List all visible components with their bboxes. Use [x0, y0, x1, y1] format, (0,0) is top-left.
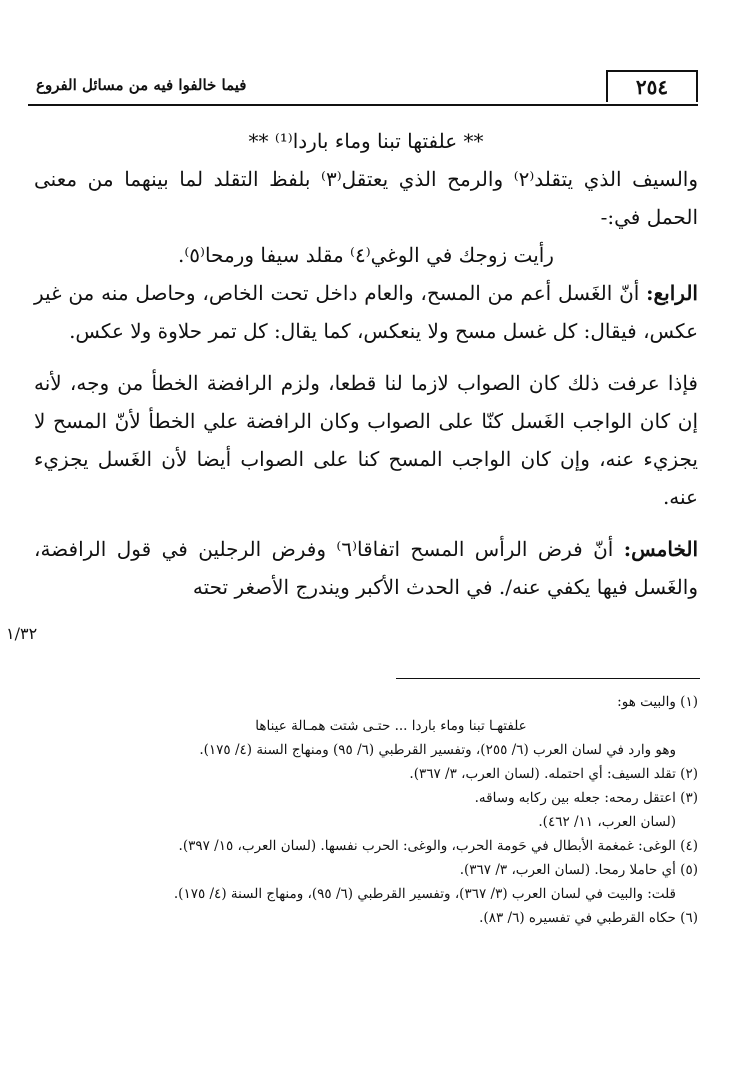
footnote-1-intro: (١) والبيت هو:	[617, 694, 698, 710]
footnote-5-note: قلت: والبيت في لسان العرب (٣/ ٣٦٧)، وتفسير القرطبي (٦/ ٩٥)، ومنهاج السنة (٤/ ١٧٥).	[173, 886, 676, 902]
footnote-4: (٤) الوغى: غمغمة الأبطال في حَومة الحرب، والوغى: الحرب نفسها. (لسان العرب، ١٥/ ٣٩٧).	[178, 838, 698, 854]
paragraph-3: فإذا عرفت ذلك كان الصواب لازما لنا قطعا، ولزم الرافضة الخطأ من وجه، لأنه إن كان الواجب الغَسل كنّا على الصواب وكان الرافضة علي الخطأ لأنّ المسح لا يجزيء عنه، وإن كان الواجب المسح كنا على الصواب أيضا لأن الغَسل يجزيء عنه.	[34, 371, 699, 509]
main-text	[34, 122, 698, 606]
page-number: ٢٥٤	[606, 70, 698, 102]
footnote-1-source: وهو وارد في لسان العرب (٦/ ٢٥٥)، وتفسير القرطبي (٦/ ٩٥) ومنهاج السنة (٤/ ١٧٥).	[199, 742, 676, 758]
footnote-1-verse: علفتهـا تبنا وماء باردا ... حتـى شتت همـالة عيناها	[255, 718, 527, 734]
paragraph-4	[34, 530, 698, 606]
running-title: فيما خالفوا فيه من مسائل الفروع	[36, 76, 247, 94]
footnote-3-source: (لسان العرب، ١١/ ٤٦٢).	[538, 814, 676, 830]
paragraph-1: والسيف الذي يتقلد⁽٢⁾ والرمح الذي يعتقل⁽٣⁾ بلفظ التقلد لما بينهما من معنى الحمل في:-	[34, 167, 699, 229]
footnotes	[44, 690, 698, 930]
footnote-rule	[396, 678, 700, 679]
verse-line-2: رأيت زوجك في الوغي⁽٤⁾ مقلد سيفا ورمحا⁽٥⁾.	[178, 243, 554, 267]
header-rule	[28, 104, 698, 106]
paragraph-2-lead: الرابع:	[646, 281, 698, 305]
manuscript-folio-note: ١/٣٢	[6, 624, 38, 643]
paragraph-2-text: أنّ الغَسل أعم من المسح، والعام داخل تحت الخاص، وحاصل منه من غير عكس، فيقال: كل غسل مسح ولا ينعكس، كما يقال: كل تمر حلاوة ولا عكس.	[34, 281, 698, 343]
verse-line-1: ** علفتها تبنا وماء باردا⁽¹⁾ **	[248, 129, 484, 153]
footnote-6: (٦) حكاه القرطبي في تفسيره (٦/ ٨٣).	[479, 910, 698, 926]
footnote-3: (٣) اعتقل رمحه: جعله بين ركابه وساقه.	[474, 790, 698, 806]
paragraph-4-lead: الخامس:	[623, 537, 698, 561]
paragraph-4-text: أنّ فرض الرأس المسح اتفاقا⁽٦⁾ وفرض الرجلين في قول الرافضة، والغَسل فيها يكفي عنه/. في الحدث الأكبر ويندرج الأصغر تحته	[34, 537, 698, 599]
paragraph-2	[34, 274, 698, 350]
footnote-2: (٢) تقلد السيف: أي احتمله. (لسان العرب، ٣/ ٣٦٧).	[409, 766, 698, 782]
footnote-5: (٥) أي حاملا رمحا. (لسان العرب، ٣/ ٣٦٧).	[459, 862, 698, 878]
page-header	[28, 64, 698, 104]
